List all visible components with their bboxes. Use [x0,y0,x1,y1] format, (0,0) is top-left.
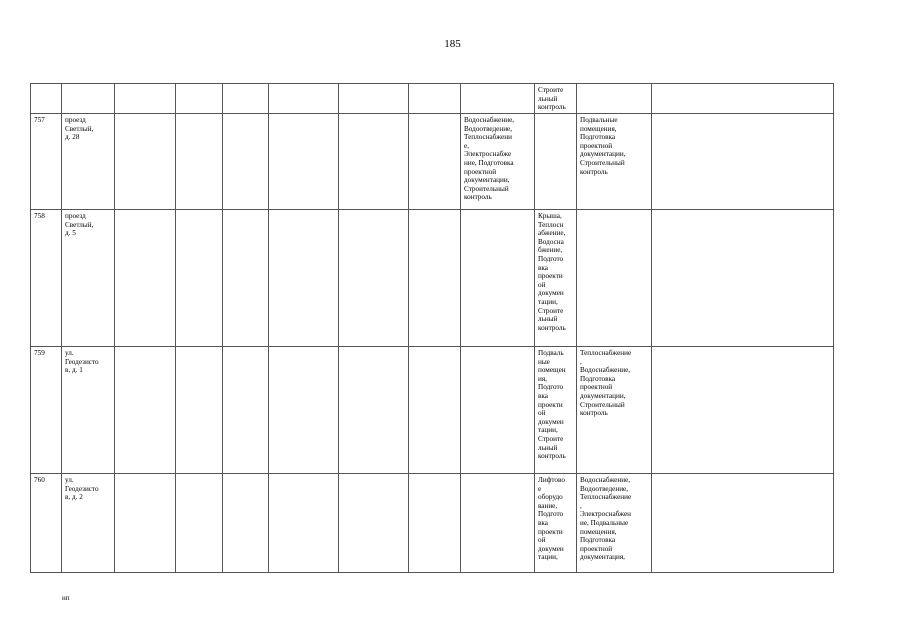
cell-col-8 [409,84,461,114]
cell-col-6 [269,84,339,114]
cell-works-c [577,347,652,474]
footer-mark: нп [62,594,70,602]
cell-col-13 [652,84,834,114]
cell-works-a [461,474,535,573]
cell-col-3 [115,347,176,474]
cell-col-8 [409,114,461,210]
cell-col-4 [176,210,223,347]
cell-col-7 [339,84,409,114]
cell-works-b [535,114,577,210]
cell-text: ул. Геодезисто в, д. 1 [65,349,99,375]
cell-number [31,474,62,573]
cell-address [62,114,115,210]
cell-works-b [535,210,577,347]
cell-text: ул. Геодезисто в, д. 2 [65,476,99,502]
table-row [31,84,834,114]
cell-address [62,210,115,347]
cell-works-c [577,474,652,573]
cell-text: Подваль ные помещен ия, Подгото вка проекти ой докумен тации, Строите льный контроль [538,349,566,461]
cell-works-c [577,84,652,114]
cell-number [31,114,62,210]
cell-col-3 [115,210,176,347]
cell-text: Водоснабжение, Водоотведение, Теплоснабжени е, Электроснабже ние, Подготовка проектной документации, Строительный контроль [464,116,515,202]
cell-col-5 [223,210,269,347]
cell-col-8 [409,210,461,347]
table-row [31,210,834,347]
cell-col-4 [176,347,223,474]
cell-works-a [461,114,535,210]
cell-text: проезд Светлый, д. 28 [65,116,94,142]
cell-works-b [535,347,577,474]
cell-col-13 [652,347,834,474]
cell-col-7 [339,474,409,573]
cell-number [31,210,62,347]
cell-col-5 [223,114,269,210]
cell-col-4 [176,114,223,210]
page-number: 185 [444,38,461,50]
cell-address [62,84,115,114]
cell-text: Лифтово е оборудо вание, Подгото вка проекти ой докумен тации, [538,476,565,562]
cell-col-4 [176,474,223,573]
cell-text: Подвальные помещения, Подготовка проектной документации, Строительный контроль [580,116,626,176]
cell-text: Строите льный контроль [538,86,566,112]
cell-col-13 [652,474,834,573]
cell-col-8 [409,474,461,573]
cell-works-a [461,210,535,347]
cell-text: 757 [34,116,45,124]
cell-col-6 [269,347,339,474]
cell-works-a [461,347,535,474]
cell-col-3 [115,474,176,573]
cell-number [31,84,62,114]
cell-col-6 [269,114,339,210]
cell-works-b [535,84,577,114]
cell-col-5 [223,347,269,474]
repair-schedule-table [30,83,834,573]
cell-col-3 [115,114,176,210]
cell-address [62,474,115,573]
cell-col-5 [223,474,269,573]
cell-col-13 [652,114,834,210]
cell-col-5 [223,84,269,114]
cell-address [62,347,115,474]
cell-col-6 [269,210,339,347]
cell-works-b [535,474,577,573]
cell-col-7 [339,210,409,347]
cell-col-3 [115,84,176,114]
cell-text: 760 [34,476,45,484]
cell-col-6 [269,474,339,573]
cell-col-13 [652,210,834,347]
table-row [31,474,834,573]
cell-text: 758 [34,212,45,220]
cell-number [31,347,62,474]
table-row [31,347,834,474]
cell-col-4 [176,84,223,114]
cell-col-7 [339,347,409,474]
cell-text: Теплоснабжение , Водоснабжение, Подготовка проектной документации, Строительный контроль [580,349,632,418]
cell-text: проезд Светлый, д. 5 [65,212,94,238]
cell-text: Водоснабжение, Водоотведение, Теплоснабжение , Электроснабжен ие, Подвальные помещения, Подготовка проектной документация, [580,476,632,562]
cell-works-a [461,84,535,114]
cell-works-c [577,210,652,347]
cell-col-8 [409,347,461,474]
cell-text: 759 [34,349,45,357]
table-row [31,114,834,210]
cell-works-c [577,114,652,210]
cell-col-7 [339,114,409,210]
cell-text: Крыша, Теплосн абжение, Водосна бжение, Подгото вка проекти ой докумен тации, Строите льный контроль [538,212,566,332]
